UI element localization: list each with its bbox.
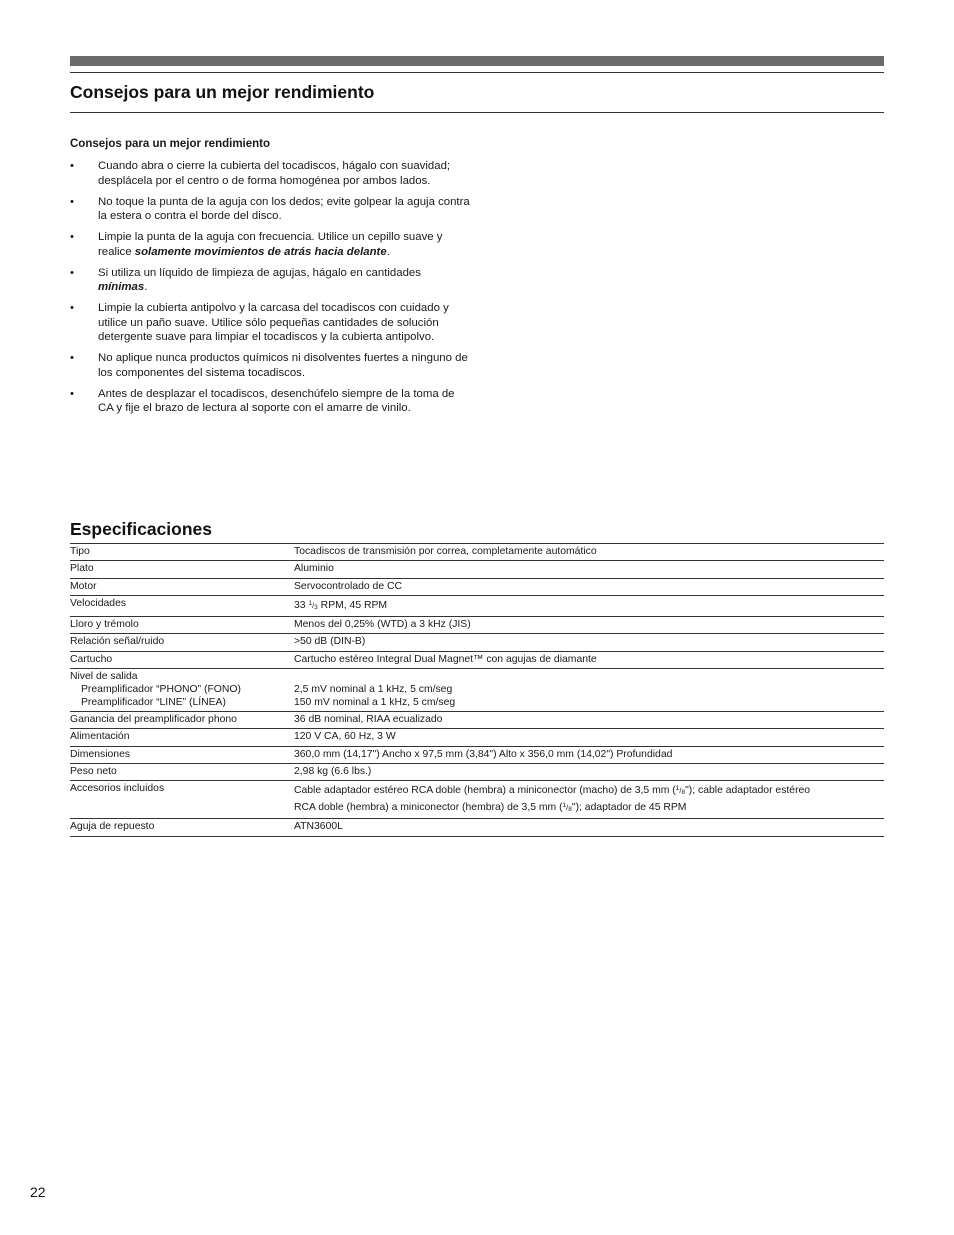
fraction-numerator: 1 [308,599,313,607]
tip-text: No toque la punta de la aguja con los dedos; evite golpear la aguja contra la estera o contra el borde del disco. [98,195,470,222]
phono-preamp-value: 2,5 mV nominal a 1 kHz, 5 cm/seg [294,683,453,695]
fraction-denominator: 3 [314,603,318,611]
spec-value: 2,98 kg (6.6 lbs.) [294,763,884,780]
page-title: Consejos para un mejor rendimiento [70,82,375,102]
tip-text-end: . [144,281,148,293]
tip-text: Limpie la cubierta antipolvo y la carcasa del tocadiscos con cuidado y utilice un paño suave. Utilice sólo pequeñas cantidades de solución detergente suave para limpiar el tocadiscos y la cubierta antipolvo. [98,302,449,343]
spec-label: Plato [70,561,294,578]
tip-text: Antes de desplazar el tocadiscos, desenchúfelo siempre de la toma de CA y fije el brazo de lectura al soporte con el amarre de vinilo. [98,387,455,414]
bullet-icon: • [70,302,74,314]
spec-label: Tipo [70,544,294,561]
table-row [70,729,884,746]
spec-value: 360,0 mm (14,17") Ancho x 97,5 mm (3,84") Alto x 356,0 mm (14,02") Profundidad [294,746,884,763]
table-row [70,819,884,836]
spec-value [294,781,884,819]
spec-label: Velocidades [70,595,294,616]
table-row [70,595,884,616]
spec-value: >50 dB (DIN-B) [294,634,884,651]
tip-item [70,387,470,416]
spec-label: Dimensiones [70,746,294,763]
accessories-line1-end: "); cable adaptador estéreo [685,785,811,797]
spec-label: Relación señal/ruido [70,634,294,651]
tip-emphasis: solamente movimientos de atrás hacia delante [134,245,387,258]
title-rule [70,112,884,113]
spec-value: 36 dB nominal, RIAA ecualizado [294,711,884,728]
fraction-numerator: 1 [562,801,567,809]
table-row [70,561,884,578]
header-bar [70,56,884,66]
line-preamp-value: 150 mV nominal a 1 kHz, 5 cm/seg [294,696,456,708]
fraction: $^1/_8$ [562,801,572,813]
fraction-denominator: 8 [568,805,572,813]
tips-list [70,159,470,422]
spec-label: Cartucho [70,651,294,668]
spacer [294,671,884,684]
tip-text: Cuando abra o cierre la cubierta del tocadiscos, hágalo con suavidad; desplácela por el centro o de forma homogénea por ambos lados. [98,160,451,187]
fraction: $^1/_3$ [308,599,318,611]
tip-text-end: . [386,245,390,258]
table-row [70,544,884,561]
spec-value: Menos del 0,25% (WTD) a 3 kHz (JIS) [294,617,884,634]
spec-value: ATN3600L [294,819,884,836]
table-row [70,578,884,595]
spec-value: Servocontrolado de CC [294,578,884,595]
spec-label: Ganancia del preamplificador phono [70,711,294,728]
spec-label [70,669,294,712]
tip-item [70,266,470,295]
bullet-icon: • [70,195,74,208]
spec-label: Lloro y trémolo [70,617,294,634]
tip-item [70,159,470,188]
spec-value: Cartucho estéreo Integral Dual Magnet™ con agujas de diamante [294,651,884,668]
spec-label: Peso neto [70,763,294,780]
specs-table [70,543,884,837]
tips-subtitle: Consejos para un mejor rendimiento [70,138,271,150]
bullet-icon: • [70,352,74,364]
accessories-line1-start: Cable adaptador estéreo RCA doble (hembra) a miniconector (macho) de 3,5 mm ( [294,785,676,797]
spec-value: 120 V CA, 60 Hz, 3 W [294,729,884,746]
spec-value: Aluminio [294,561,884,578]
bullet-icon: • [70,160,74,172]
fraction: $^1/_8$ [675,785,686,797]
table-row [70,781,884,819]
table-row [70,651,884,668]
table-row [70,763,884,780]
spec-label: Motor [70,578,294,595]
fraction-numerator: 1 [675,785,680,793]
page-number: 22 [30,1184,46,1200]
table-row [70,711,884,728]
tip-text: No aplique nunca productos químicos ni disolventes fuertes a ninguno de los componentes del sistema tocadiscos. [98,352,468,379]
specs-title: Especificaciones [70,519,213,539]
bullet-icon: • [70,387,74,400]
tip-item [70,301,470,345]
spec-label: Accesorios incluidos [70,781,294,819]
tip-item [70,230,470,259]
spec-label: Alimentación [70,729,294,746]
phono-preamp-label: Preamplificador “PHONO” (FONO) [81,683,241,695]
table-row [70,617,884,634]
line-preamp-label: Preamplificador “LINE” (LÍNEA) [81,696,226,708]
bullet-icon: • [70,231,74,243]
fraction-denominator: 8 [681,789,686,797]
accessories-line2-start: RCA doble (hembra) a miniconector (hembra) de 3,5 mm ( [294,801,563,813]
spec-value [294,595,884,616]
accessories-line2-end: "); adaptador de 45 RPM [571,801,687,813]
spec-value: Tocadiscos de transmisión por correa, completamente automático [294,544,884,561]
tip-emphasis: mínimas [98,281,145,293]
table-row [70,746,884,763]
table-row [70,634,884,651]
tip-item [70,195,470,224]
speed-value-end: RPM, 45 RPM [317,599,388,611]
tip-item [70,351,470,380]
spec-value [294,669,884,712]
header-rule [70,72,884,73]
speed-value-start: 33 [294,599,309,611]
table-row [70,669,884,712]
bullet-icon: • [70,266,74,279]
output-level-label: Nivel de salida [70,671,138,683]
tip-text: Limpie la punta de la aguja con frecuencia. Utilice un cepillo suave y realice [98,231,443,258]
spec-label: Aguja de repuesto [70,819,294,836]
tip-text: Si utiliza un líquido de limpieza de agujas, hágalo en cantidades [98,266,421,279]
